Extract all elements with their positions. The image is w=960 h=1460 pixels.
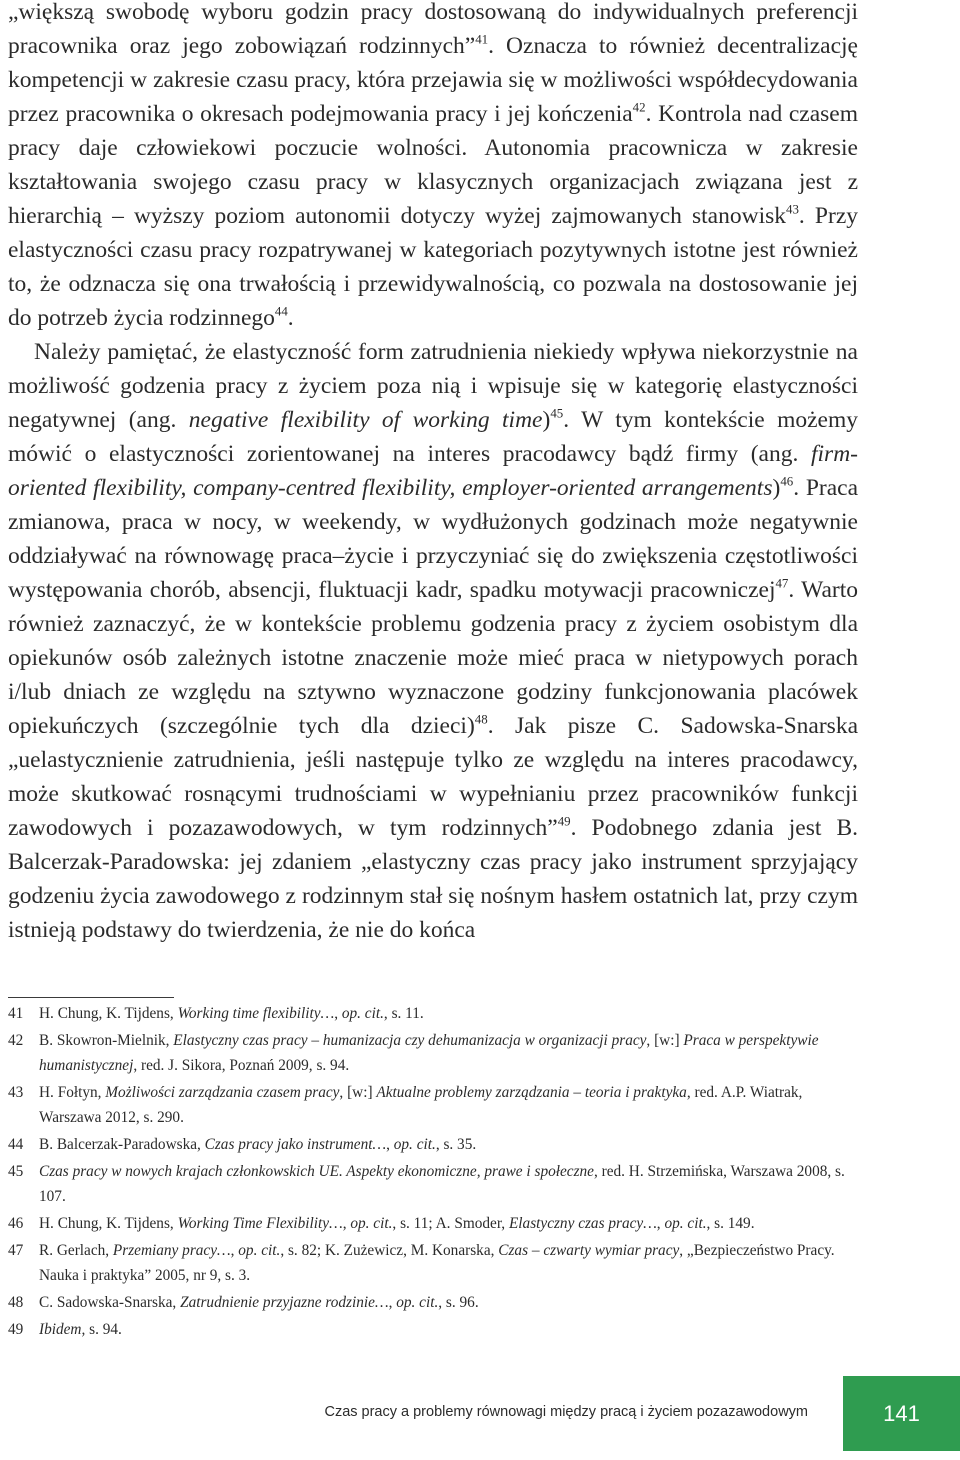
italic-text: op. cit. — [664, 1214, 707, 1232]
text-run: , red. H. Strzemińska, Warszawa 2008, s. 107. — [39, 1162, 845, 1206]
italic-text: Czas pracy jako instrument… — [204, 1135, 387, 1153]
italic-text: op. cit. — [350, 1214, 393, 1232]
footnote-number: 48 — [8, 1293, 24, 1311]
italic-text: Working time flexibility… — [177, 1005, 335, 1022]
text-run: s. 94. — [85, 1320, 122, 1338]
footnote-text — [39, 1080, 858, 1131]
footnote-number: 43 — [8, 1083, 24, 1101]
text-run: . Kontrola nad czasem pracy daje człowiekowi poczucie wolności. Autonomia pracownicza w zakresie kształtowania swojego czasu pracy w klasycznych organizacjach związana jest z hierarchią – wyższy poziom autonomii dotyczy wyżej zajmowanych stanowisk — [8, 101, 858, 229]
text-run: . Podobnego zdania jest B. Balcerzak-Paradowska: jej zdaniem „elastyczny czas pracy jako instrument sprzyjający godzeniu życia zawodowego z rodzinnym stał się nośnym hasłem ostatnich lat, przy czym istnieją podstawy do twierdzenia, że nie do końca — [8, 815, 858, 943]
footnote-text — [39, 1001, 858, 1026]
footnote-number: 47 — [8, 1241, 24, 1259]
text-run: , s. 35. — [435, 1135, 477, 1153]
footnote-number: 41 — [8, 1005, 24, 1022]
footnote-text — [39, 1290, 858, 1315]
text-run: R. Gerlach, — [39, 1241, 113, 1259]
footnote-ref: 49 — [557, 813, 571, 829]
text-run: B. Balcerzak-Paradowska, — [39, 1135, 205, 1153]
text-run: . W tym kontekście możemy mówić o elastyczności zorientowanej na interes pracodawcy bądź firmy (ang. — [8, 407, 858, 467]
italic-text: op. cit. — [238, 1241, 281, 1259]
text-run: , — [342, 1214, 351, 1232]
footnote-ref: 44 — [274, 303, 288, 319]
text-run: , red. A.P. Wiatrak, Warszawa 2012, s. 290. — [39, 1083, 803, 1127]
footnote-number: 49 — [8, 1320, 24, 1338]
footnote-49 — [8, 1317, 858, 1342]
italic-text: Możliwości zarządzania czasem pracy — [105, 1083, 340, 1101]
text-run: , — [386, 1135, 394, 1153]
footnote-41 — [8, 1001, 858, 1026]
text-run: , s. 149. — [706, 1214, 755, 1232]
footnote-number: 46 — [8, 1214, 24, 1232]
text-run: H. Fołtyn, — [39, 1083, 106, 1101]
text-run: . Oznacza to również decentralizację kompetencji w zakresie czasu pracy, która przejawia się w możliwości współdecydowania przez pracownika o okresach podejmowania pracy i jej kończenia — [8, 33, 858, 127]
footnote-45 — [8, 1159, 858, 1210]
text-run: B. Skowron-Mielnik, — [39, 1031, 174, 1049]
footnote-ref: 48 — [474, 711, 488, 727]
footnote-ref: 47 — [775, 575, 789, 591]
footnote-ref: 41 — [475, 31, 489, 47]
text-run: H. Chung, K. Tijdens, — [39, 1214, 178, 1232]
italic-text: Working Time Flexibility… — [177, 1214, 343, 1232]
page-number-badge: 141 — [843, 1376, 960, 1451]
paragraph-2 — [8, 335, 858, 947]
italic-text: negative flexibility of working time — [188, 407, 543, 433]
footnote-number: 45 — [8, 1162, 24, 1180]
text-run: . Warto również zaznaczyć, że w kontekście problemu godzenia pracy z życiem osobistym dla opiekunów osób zależnych istotne znaczenie może mieć praca w nietypowych porach i/lub dniach ze względu na sztywno wyznaczone godziny funkcjonowania placówek opiekuńczych (szczególnie tych dla dzieci) — [8, 577, 858, 739]
italic-text: Elastyczny czas pracy… — [508, 1214, 657, 1232]
footnote-text — [39, 1028, 858, 1079]
footnote-ref: 46 — [780, 473, 794, 489]
text-run: „większą swobodę wyboru godzin pracy dostosowaną do indywidualnych preferencji pracownika oraz jego zobowiązań rodzinnych” — [8, 0, 858, 59]
text-run: , „Bezpieczeństwo Pracy. Nauka i praktyka” 2005, nr 9, s. 3. — [39, 1241, 835, 1284]
italic-text: Elastyczny czas pracy – humanizacja czy dehumanizacja w organizacji pracy — [173, 1031, 647, 1049]
footnote-44 — [8, 1132, 858, 1157]
footnote-text — [39, 1238, 858, 1289]
footnotes — [8, 1001, 858, 1343]
italic-text: op. cit. — [341, 1005, 384, 1022]
italic-text: Zatrudnienie przyjazne rodzinie… — [180, 1293, 389, 1311]
footnote-ref: 45 — [550, 405, 564, 421]
text-run: H. Chung, K. Tijdens, — [39, 1005, 178, 1022]
italic-text: Przemiany pracy… — [112, 1241, 231, 1259]
footnote-ref: 43 — [786, 201, 799, 217]
text-run: , — [388, 1293, 397, 1311]
footnote-text — [39, 1159, 858, 1210]
italic-text: op. cit. — [393, 1135, 436, 1153]
text-run: . Praca zmianowa, praca w nocy, w weekendy, w wydłużonych godzinach może negatywnie oddziaływać na równowagę praca–życie i przyczyniać się do zwiększenia częstotliwości występowania chorób, absencji, fluktuacji kadr, spadku motywacji pracowniczej — [8, 475, 859, 603]
text-run: , — [656, 1214, 665, 1232]
footnote-number: 42 — [8, 1031, 24, 1049]
text-run: , s. 96. — [438, 1293, 479, 1311]
footnote-separator — [8, 997, 174, 998]
text-run: , s. 11. — [383, 1005, 424, 1022]
footnote-42 — [8, 1028, 858, 1079]
italic-text: Ibidem, — [39, 1320, 86, 1338]
italic-text: op. cit. — [396, 1293, 439, 1311]
text-run: , s. 11; A. Smoder, — [392, 1214, 509, 1232]
text-run: ) — [542, 407, 551, 433]
footnote-43 — [8, 1080, 858, 1131]
footnote-ref: 42 — [632, 99, 646, 115]
italic-text: Aktualne problemy zarządzania – teoria i praktyka — [376, 1083, 687, 1101]
footnote-47 — [8, 1238, 858, 1289]
text-run: , [w:] — [339, 1083, 377, 1101]
italic-text: Czas – czwarty wymiar pracy — [498, 1241, 680, 1259]
text-run: , [w:] — [646, 1031, 684, 1049]
text-run: Należy pamiętać, że elastyczność form zatrudnienia niekiedy wpływa niekorzystnie na możliwość godzenia pracy z życiem poza nią i wpisuje się w kategorię elastyczności negatywnej (ang. — [8, 339, 858, 433]
text-run: , red. J. Sikora, Poznań 2009, s. 94. — [133, 1057, 350, 1075]
text-run: . Przy elastyczności czasu pracy rozpatrywanej w kategoriach pozytywnych istotne jest również to, że odznacza się ona trwałością i przewidywalnością, co pozwala na dostosowanie jej do potrzeb życia rodzinnego — [8, 203, 859, 331]
text-run: . Jak pisze C. Sadowska-Snarska „uelastycznienie zatrudnienia, jeśli następuje tylko ze względu na interes pracodawcy, może skutkować rosnącymi trudnościami w wypełnianiu przez pracowników funkcji zawodowych i pozazawodowych, w tym rodzinnych” — [8, 713, 858, 841]
italic-text: Praca w perspektywie humanistycznej — [39, 1031, 819, 1075]
text-run: , — [334, 1005, 342, 1022]
italic-text: firm-oriented flexibility, company-centred flexibility, employer-oriented arrangements — [8, 441, 858, 501]
paragraph-1 — [8, 0, 858, 335]
footnote-text — [39, 1211, 858, 1236]
footnote-text — [39, 1132, 858, 1157]
running-footer-title: Czas pracy a problemy równowagi między pracą i życiem pozazawodowym — [324, 1404, 808, 1420]
footnote-text — [39, 1317, 858, 1342]
text-run: , s. 82; K. Zużewicz, M. Konarska, — [280, 1241, 499, 1259]
footnote-48 — [8, 1290, 858, 1315]
italic-text: Czas pracy w nowych krajach członkowskich UE. Aspekty ekonomiczne, prawe i społeczne — [39, 1162, 594, 1180]
text-run: , — [230, 1241, 239, 1259]
main-text — [8, 0, 858, 947]
text-run: . — [287, 305, 294, 331]
text-run: ) — [772, 475, 781, 501]
footnote-number: 44 — [8, 1135, 24, 1153]
footnote-46 — [8, 1211, 858, 1236]
text-run: C. Sadowska-Snarska, — [39, 1293, 181, 1311]
